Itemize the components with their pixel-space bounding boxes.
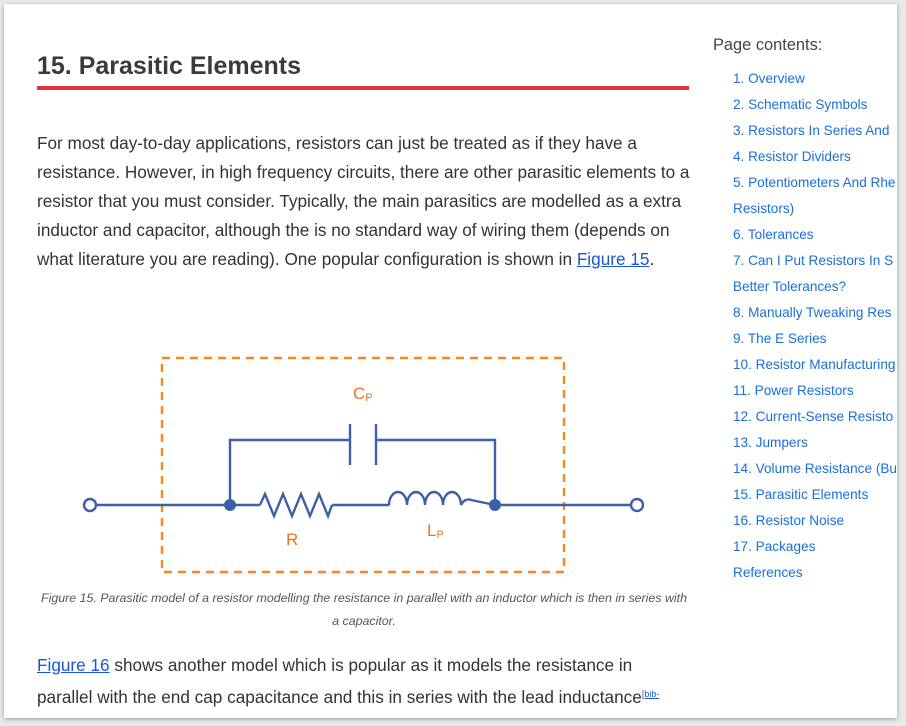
figure-caption: Figure 15. Parasitic model of a resistor modelling the resistance in parallel with an inductor which is then in series with a capacitor. bbox=[41, 591, 687, 628]
title-underline bbox=[37, 86, 689, 90]
toc-title: Page contents: bbox=[713, 36, 823, 54]
left-terminal bbox=[84, 499, 96, 511]
toc-item-packages[interactable]: 17. Packages bbox=[733, 539, 816, 554]
intro-paragraph bbox=[37, 129, 691, 274]
toc-item-references[interactable]: References bbox=[733, 565, 803, 580]
toc-item-overview[interactable]: 1. Overview bbox=[733, 71, 805, 86]
parasitic-model-figure bbox=[77, 344, 647, 584]
figure-15-link[interactable]: Figure 15 bbox=[576, 249, 650, 269]
resistor-label: R bbox=[286, 530, 299, 549]
intro-end: . bbox=[649, 249, 655, 269]
toc-item-power-resistors[interactable]: 11. Power Resistors bbox=[733, 383, 854, 398]
citation-ref bbox=[642, 689, 660, 699]
figure-16-link[interactable]: Figure 16 bbox=[37, 655, 110, 675]
toc-item-e-series[interactable]: 9. The E Series bbox=[733, 331, 827, 346]
toc-item-volume-resistance[interactable]: 14. Volume Resistance (Bu bbox=[733, 461, 897, 476]
citation-link[interactable]: [bib- bbox=[641, 689, 660, 699]
toc-item-tolerances[interactable]: 6. Tolerances bbox=[733, 227, 814, 242]
toc-item-current-sense[interactable]: 12. Current-Sense Resisto bbox=[733, 409, 894, 424]
right-junction-node bbox=[489, 499, 501, 511]
second-text: shows another model which is popular as it models the resistance in parallel with the end cap capacitance and this in series with the lead inductance bbox=[37, 655, 642, 707]
page bbox=[4, 4, 897, 718]
intro-text: For most day-to-day applications, resistors can just be treated as if they have a resistance. However, in high frequency circuits, there are other parasitic elements to a resistor that you must consider. Typically, the main parasitics are modelled as a extra inductor and capacitor, although the is no standard way of wiring them (depends on what literature you are reading). One popular configuration is shown in bbox=[37, 133, 690, 269]
toc-item-manual-tweaking[interactable]: 8. Manually Tweaking Res bbox=[733, 305, 892, 320]
inductor-label: LP bbox=[427, 521, 444, 541]
toc-list bbox=[713, 66, 897, 586]
page-contents-sidebar bbox=[713, 36, 897, 586]
capacitor-label: CP bbox=[353, 384, 373, 404]
toc-item-better-tolerances[interactable]: 7. Can I Put Resistors In S bbox=[733, 253, 894, 268]
toc-item-resistor-dividers[interactable]: 4. Resistor Dividers bbox=[733, 149, 851, 164]
right-terminal bbox=[631, 499, 643, 511]
toc-item-jumpers[interactable]: 13. Jumpers bbox=[733, 435, 808, 450]
circuit-wires bbox=[97, 424, 630, 516]
left-junction-node bbox=[224, 499, 236, 511]
toc-item-potentiometers[interactable]: 5. Potentiometers And Rhe bbox=[733, 175, 896, 190]
second-paragraph bbox=[37, 651, 691, 712]
toc-item-series-parallel[interactable]: 3. Resistors In Series And bbox=[733, 123, 890, 138]
toc-item-parasitic-elements[interactable]: 15. Parasitic Elements bbox=[733, 487, 869, 502]
toc-item-better-tolerances-cont[interactable]: Better Tolerances? bbox=[733, 279, 847, 294]
toc-item-manufacturing[interactable]: 10. Resistor Manufacturing bbox=[733, 357, 896, 372]
toc-item-schematic-symbols[interactable]: 2. Schematic Symbols bbox=[733, 97, 868, 112]
toc-item-resistor-noise[interactable]: 16. Resistor Noise bbox=[733, 513, 845, 528]
page-title: 15. Parasitic Elements bbox=[37, 52, 302, 80]
toc-item-potentiometers-cont[interactable]: Resistors) bbox=[733, 201, 795, 216]
